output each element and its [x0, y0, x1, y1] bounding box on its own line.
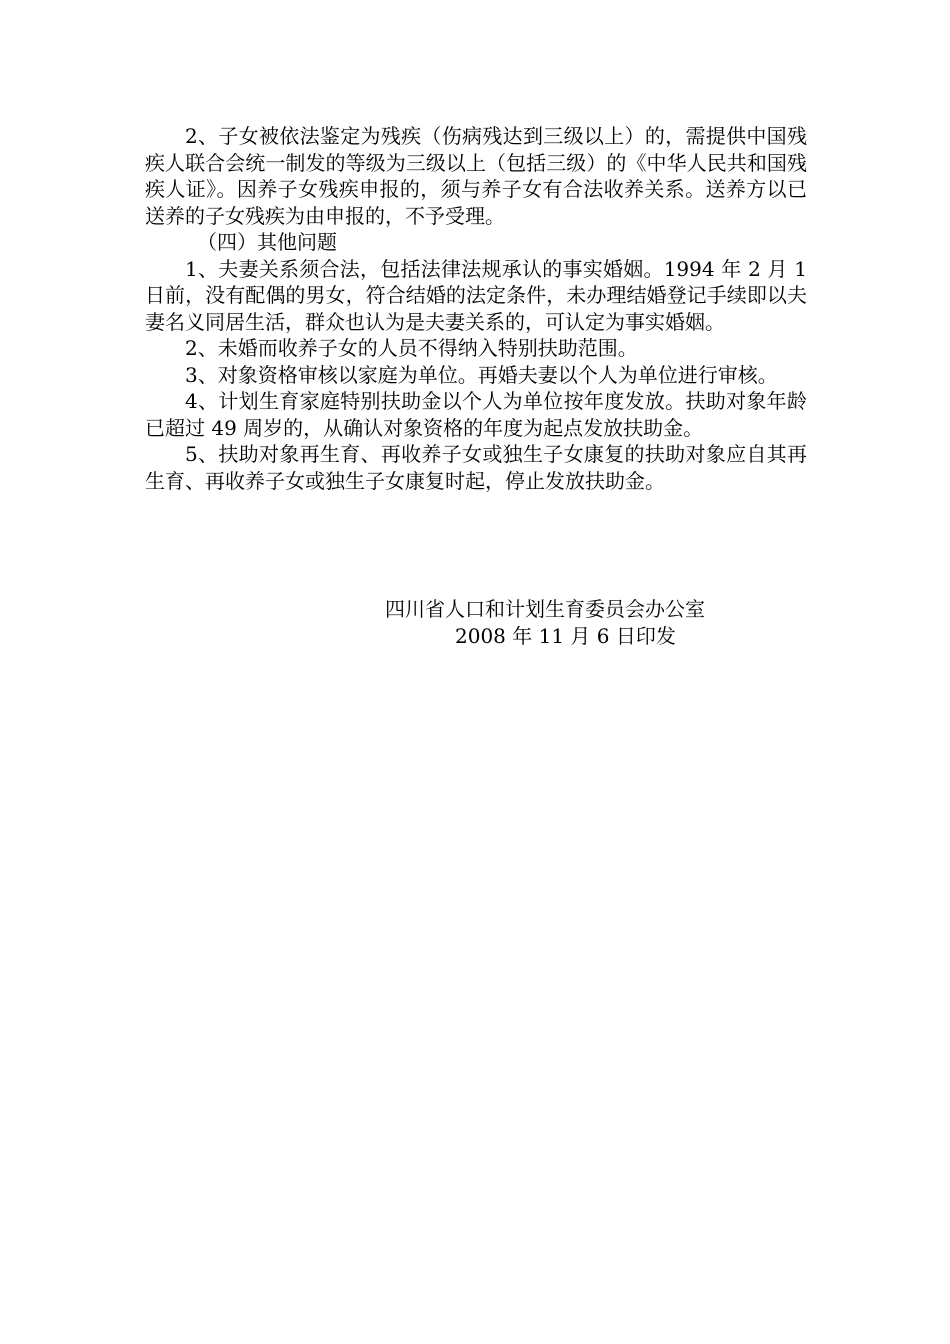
signature-block	[385, 596, 805, 649]
paragraph-disability-certificate: 2、子女被依法鉴定为残疾（伤病残达到三级以上）的，需提供中国残疾人联合会统一制发的等级为三级以上（包括三级）的《中华人民共和国残疾人证》。因养子女残疾申报的，须与养子女有合法收养关系。送养方以已送养的子女残疾为由申报的，不予受理。	[145, 124, 807, 228]
paragraph-qualification-review: 3、对象资格审核以家庭为单位。再婚夫妻以个人为单位进行审核。	[185, 362, 778, 387]
issuing-organization: 四川省人口和计划生育委员会办公室	[385, 597, 705, 621]
paragraph-unmarried-adoption: 2、未婚而收养子女的人员不得纳入特别扶助范围。	[185, 336, 638, 360]
section-heading-other-issues: （四）其他问题	[197, 230, 337, 254]
paragraph-marriage: 1、夫妻关系须合法，包括法律法规承认的事实婚姻。1994 年 2 月 1 日前，没有配偶的男女，符合结婚的法定条件，未办理结婚登记手续即以夫妻名义同居生活，群众也认为是夫妻关系的，可认定为事实婚姻。	[145, 256, 807, 334]
paragraph-payment: 4、计划生育家庭特别扶助金以个人为单位按年度发放。扶助对象年龄已超过 49 周岁的，从确认对象资格的年度为起点发放扶助金。	[145, 389, 807, 440]
document-body	[145, 123, 807, 494]
paragraph-stop-payment: 5、扶助对象再生育、再收养子女或独生子女康复的扶助对象应自其再生育、再收养子女或独生子女康复时起，停止发放扶助金。	[145, 442, 807, 493]
issue-date: 2008 年 11 月 6 日印发	[455, 623, 676, 648]
